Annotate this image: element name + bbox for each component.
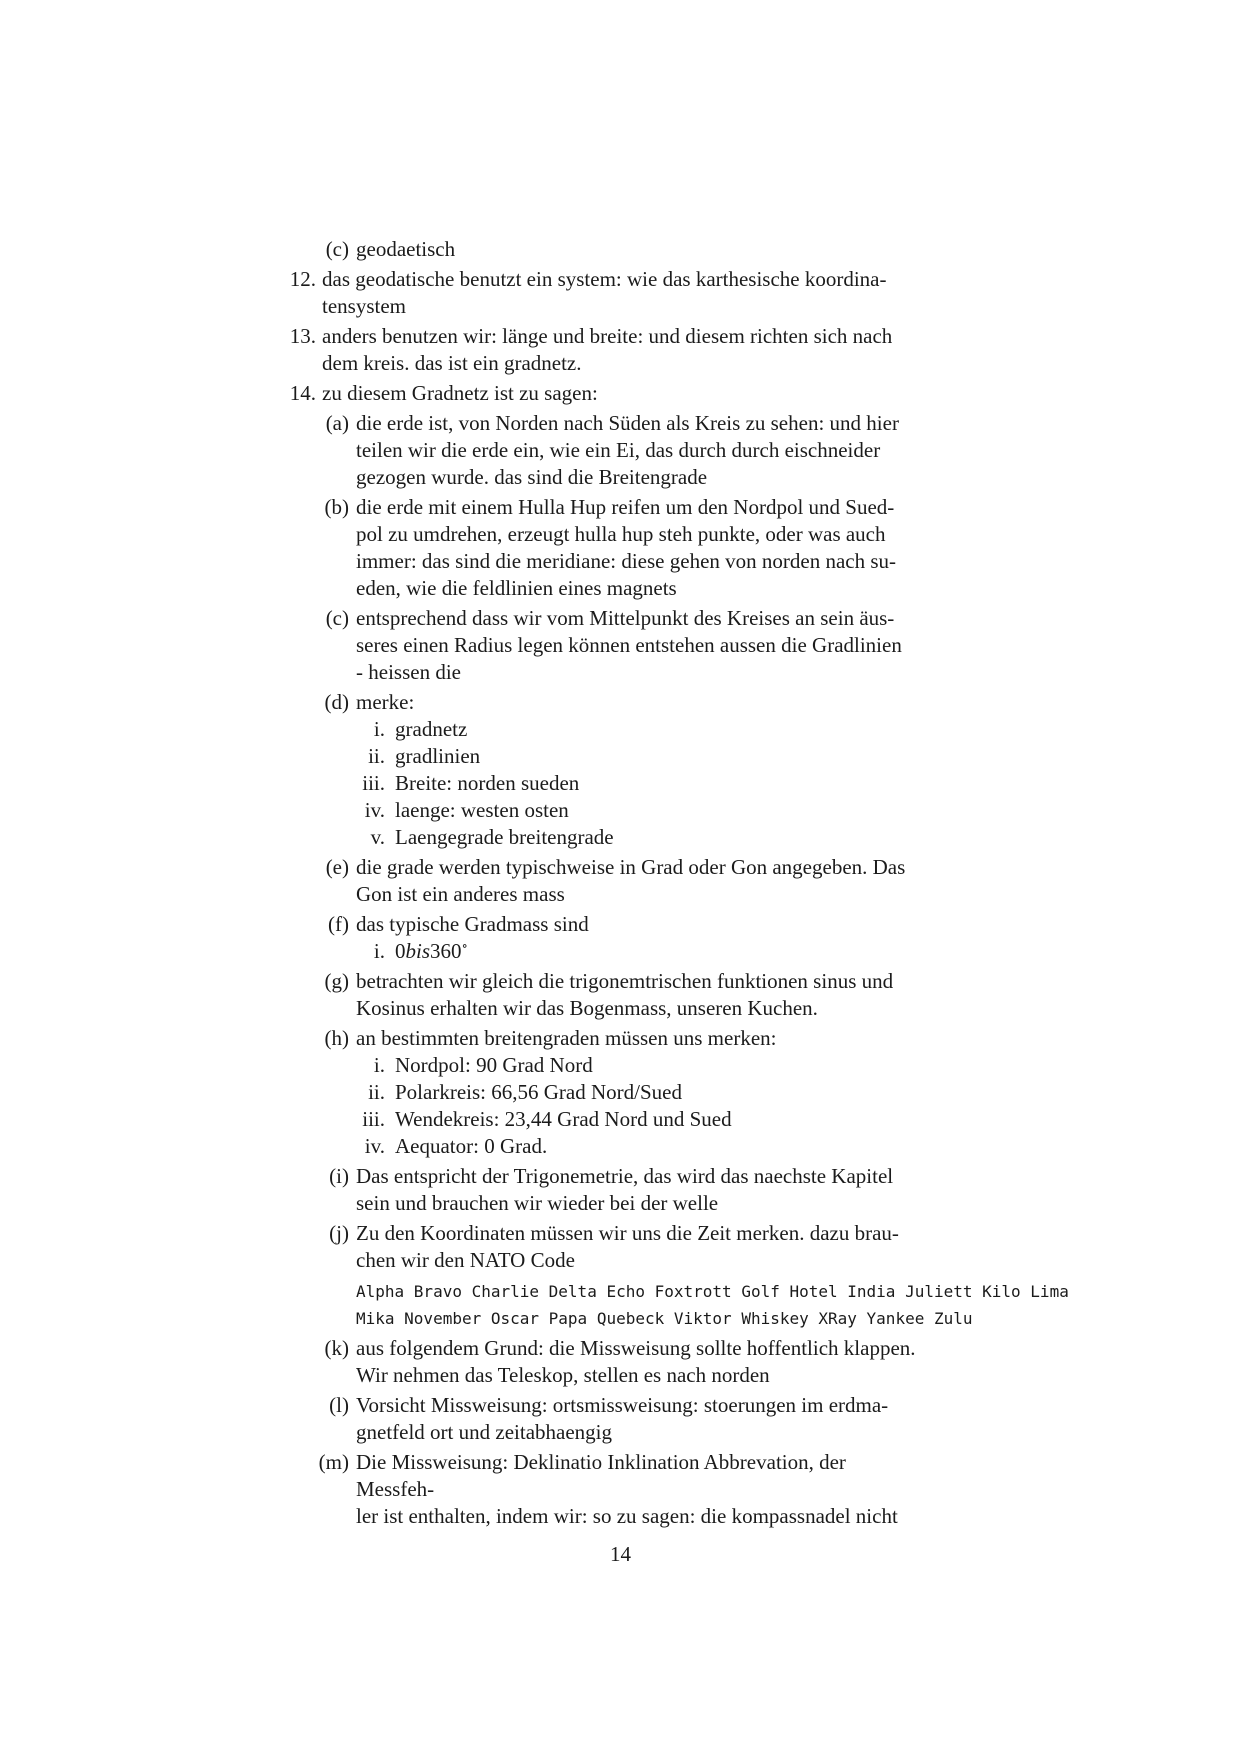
list-item xyxy=(286,494,923,602)
item-text xyxy=(356,854,923,908)
text-line: Nordpol: 90 Grad Nord xyxy=(395,1053,593,1077)
list-item xyxy=(286,938,923,965)
text-line: Wir nehmen das Teleskop, stellen es nach norden xyxy=(356,1363,770,1387)
text-line: Das entspricht der Trigonemetrie, das wird das naechste Kapitel xyxy=(356,1164,894,1188)
text-line: entsprechend dass wir vom Mittelpunkt des Kreises an sein äus- xyxy=(356,606,895,630)
item-text xyxy=(356,1025,923,1052)
item-text xyxy=(395,938,923,965)
list-item xyxy=(286,968,923,1022)
item-label: iii. xyxy=(362,1107,385,1131)
text-line: 0bis360∘ xyxy=(395,938,468,963)
text-line: Vorsicht Missweisung: ortsmissweisung: stoerungen im erdma- xyxy=(356,1393,889,1417)
text-line: das geodatische benutzt ein system: wie das karthesische koordina- xyxy=(322,267,887,291)
text-line: aus folgendem Grund: die Missweisung sollte hoffentlich klappen. xyxy=(356,1336,916,1360)
list-item xyxy=(286,716,923,743)
list-item xyxy=(286,380,923,407)
list-item xyxy=(286,770,923,797)
text-line: gnetfeld ort und zeitabhaengig xyxy=(356,1420,612,1444)
item-label: iv. xyxy=(364,798,385,822)
item-text xyxy=(356,1278,1069,1332)
item-label: (f) xyxy=(328,912,349,936)
text-line: Wendekreis: 23,44 Grad Nord und Sued xyxy=(395,1107,732,1131)
list-item xyxy=(286,410,923,491)
page-number: 14 xyxy=(610,1542,631,1566)
item-label: (m) xyxy=(318,1450,349,1474)
text-line: Die Missweisung: Deklinatio Inklination Abbrevation, der Messfeh- xyxy=(356,1450,852,1501)
item-text xyxy=(356,911,923,938)
text-line: gradnetz xyxy=(395,717,468,741)
item-text xyxy=(395,743,923,770)
text-line: die erde ist, von Norden nach Süden als Kreis zu sehen: und hier xyxy=(356,411,899,435)
item-label: (b) xyxy=(324,495,349,519)
text-line: gradlinien xyxy=(395,744,481,768)
list-item xyxy=(286,1133,923,1160)
item-label: (e) xyxy=(325,855,349,879)
item-text xyxy=(395,716,923,743)
text-line: ler ist enthalten, indem wir: so zu sagen: die kompassnadel nicht xyxy=(356,1504,898,1528)
text-line: Aequator: 0 Grad. xyxy=(395,1134,548,1158)
text-block xyxy=(286,233,1069,1530)
text-line: laenge: westen osten xyxy=(395,798,569,822)
list-item xyxy=(286,797,923,824)
item-text xyxy=(395,1052,923,1079)
text-line: anders benutzen wir: länge und breite: und diesem richten sich nach xyxy=(322,324,893,348)
text-line: Polarkreis: 66,56 Grad Nord/Sued xyxy=(395,1080,682,1104)
text-line: Zu den Koordinaten müssen wir uns die Zeit merken. dazu brau- xyxy=(356,1221,899,1245)
item-text xyxy=(322,323,923,377)
list-item xyxy=(286,911,923,938)
list-item xyxy=(286,854,923,908)
item-text xyxy=(356,1335,923,1389)
item-label: (c) xyxy=(325,237,349,261)
list-item xyxy=(286,605,923,686)
text-line: Laengegrade breitengrade xyxy=(395,825,614,849)
item-text xyxy=(356,1163,923,1217)
text-line: Kosinus erhalten wir das Bogenmass, unseren Kuchen. xyxy=(356,996,818,1020)
list-item xyxy=(286,689,923,716)
item-label: i. xyxy=(373,939,385,963)
text-line: teilen wir die erde ein, wie ein Ei, das durch durch eischneider xyxy=(356,438,881,462)
item-label: (k) xyxy=(324,1336,349,1360)
item-text xyxy=(356,410,923,491)
item-label: ii. xyxy=(368,744,385,768)
text-line: zu diesem Gradnetz ist zu sagen: xyxy=(322,381,598,405)
text-line: seres einen Radius legen können entstehen aussen die Gradlinien xyxy=(356,633,902,657)
item-text xyxy=(395,1079,923,1106)
item-label: iii. xyxy=(362,771,385,795)
text-line: gezogen wurde. das sind die Breitengrade xyxy=(356,465,708,489)
text-line: tensystem xyxy=(322,294,406,318)
item-label: (d) xyxy=(324,690,349,714)
item-text xyxy=(395,770,923,797)
item-text xyxy=(395,1106,923,1133)
item-label: 12. xyxy=(289,267,316,291)
list-item xyxy=(286,1052,923,1079)
item-label: i. xyxy=(373,717,385,741)
item-text xyxy=(322,380,923,407)
item-text xyxy=(395,824,923,851)
list-item xyxy=(286,1106,923,1133)
item-text xyxy=(356,1392,923,1446)
item-label: 13. xyxy=(289,324,316,348)
text-line: Gon ist ein anderes mass xyxy=(356,882,565,906)
item-label: (l) xyxy=(329,1393,349,1417)
item-text xyxy=(395,797,923,824)
list-item xyxy=(286,1163,923,1217)
item-text xyxy=(356,689,923,716)
text-line: pol zu umdrehen, erzeugt hulla hup steh punkte, oder was auch xyxy=(356,522,886,546)
text-line: betrachten wir gleich die trigonemtrischen funktionen sinus und xyxy=(356,969,894,993)
text-line: - heissen die xyxy=(356,660,461,684)
item-text xyxy=(356,968,923,1022)
text-line: Alpha Bravo Charlie Delta Echo Foxtrott Golf Hotel India Juliett Kilo Lima xyxy=(356,1282,1069,1301)
item-label: (a) xyxy=(325,411,349,435)
list-item xyxy=(286,323,923,377)
text-line: Breite: norden sueden xyxy=(395,771,580,795)
list-item xyxy=(286,266,923,320)
list-item xyxy=(286,743,923,770)
item-label: (j) xyxy=(329,1221,349,1245)
text-line: an bestimmten breitengraden müssen uns merken: xyxy=(356,1026,777,1050)
list-item xyxy=(286,1392,923,1446)
list-item xyxy=(286,824,923,851)
item-label: i. xyxy=(373,1053,385,1077)
item-label: (h) xyxy=(324,1026,349,1050)
item-text xyxy=(356,494,923,602)
item-text xyxy=(356,605,923,686)
text-line: das typische Gradmass sind xyxy=(356,912,589,936)
item-label: 14. xyxy=(289,381,316,405)
text-line: geodaetisch xyxy=(356,237,456,261)
item-label: iv. xyxy=(364,1134,385,1158)
text-line: die grade werden typischweise in Grad oder Gon angegeben. Das xyxy=(356,855,906,879)
list-item xyxy=(286,1449,923,1530)
text-line: Mika November Oscar Papa Quebeck Viktor Whiskey XRay Yankee Zulu xyxy=(356,1309,973,1328)
text-line: immer: das sind die meridiane: diese gehen von norden nach su- xyxy=(356,549,897,573)
list-item xyxy=(286,1220,923,1274)
list-item xyxy=(286,1079,923,1106)
item-label: (c) xyxy=(325,606,349,630)
item-label: (i) xyxy=(329,1164,349,1188)
nato-code-block xyxy=(356,1278,1069,1332)
item-text xyxy=(356,1449,923,1530)
text-line: chen wir den NATO Code xyxy=(356,1248,575,1272)
item-text xyxy=(395,1133,923,1160)
item-text xyxy=(356,1220,923,1274)
item-label: (g) xyxy=(324,969,349,993)
item-label: ii. xyxy=(368,1080,385,1104)
text-line: merke: xyxy=(356,690,415,714)
text-line: eden, wie die feldlinien eines magnets xyxy=(356,576,677,600)
item-label: v. xyxy=(370,825,385,849)
text-line: die erde mit einem Hulla Hup reifen um den Nordpol und Sued- xyxy=(356,495,895,519)
list-item xyxy=(286,1025,923,1052)
list-item xyxy=(286,1335,923,1389)
item-text xyxy=(322,266,923,320)
text-line: dem kreis. das ist ein gradnetz. xyxy=(322,351,582,375)
text-line: sein und brauchen wir wieder bei der welle xyxy=(356,1191,719,1215)
list-item xyxy=(286,236,923,263)
item-text xyxy=(356,236,923,263)
